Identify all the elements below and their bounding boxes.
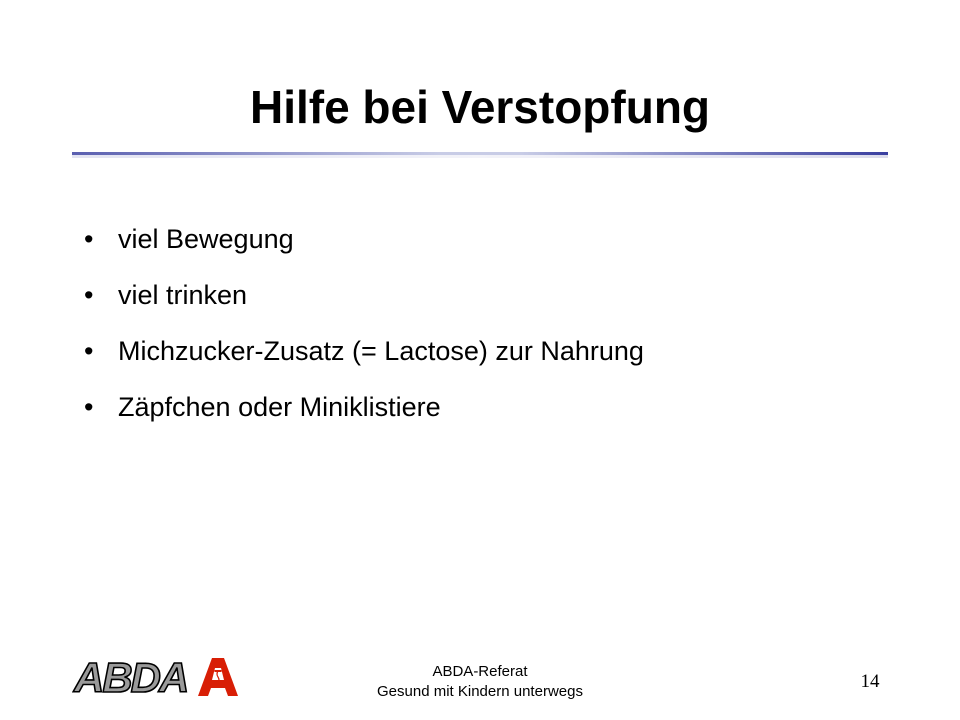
abda-logo-graphic: [72, 656, 242, 698]
title-divider: [72, 152, 888, 158]
footer: [280, 662, 680, 702]
bullet-marker: •: [84, 392, 94, 422]
bullet-text: viel Bewegung: [118, 224, 294, 254]
abda-logo: [72, 656, 242, 698]
bullet-text: Michzucker-Zusatz (= Lactose) zur Nahrung: [118, 336, 644, 366]
bullet-text: viel trinken: [118, 280, 248, 310]
bullet-text: Zäpfchen oder Miniklistiere: [118, 392, 441, 422]
bullet-marker: •: [84, 224, 94, 254]
bullet-marker: •: [84, 336, 94, 366]
apotheke-a-icon: [198, 658, 238, 696]
title-divider-shadow: [72, 155, 888, 158]
slide-title: Hilfe bei Verstopfung: [249, 81, 711, 133]
page-number: 14: [860, 671, 880, 692]
abda-wordmark: ABDA: [74, 656, 188, 698]
footer-line-1: ABDA-Referat: [432, 663, 528, 680]
bullet-marker: •: [84, 280, 94, 310]
footer-line-2: Gesund mit Kindern unterwegs: [377, 683, 583, 700]
